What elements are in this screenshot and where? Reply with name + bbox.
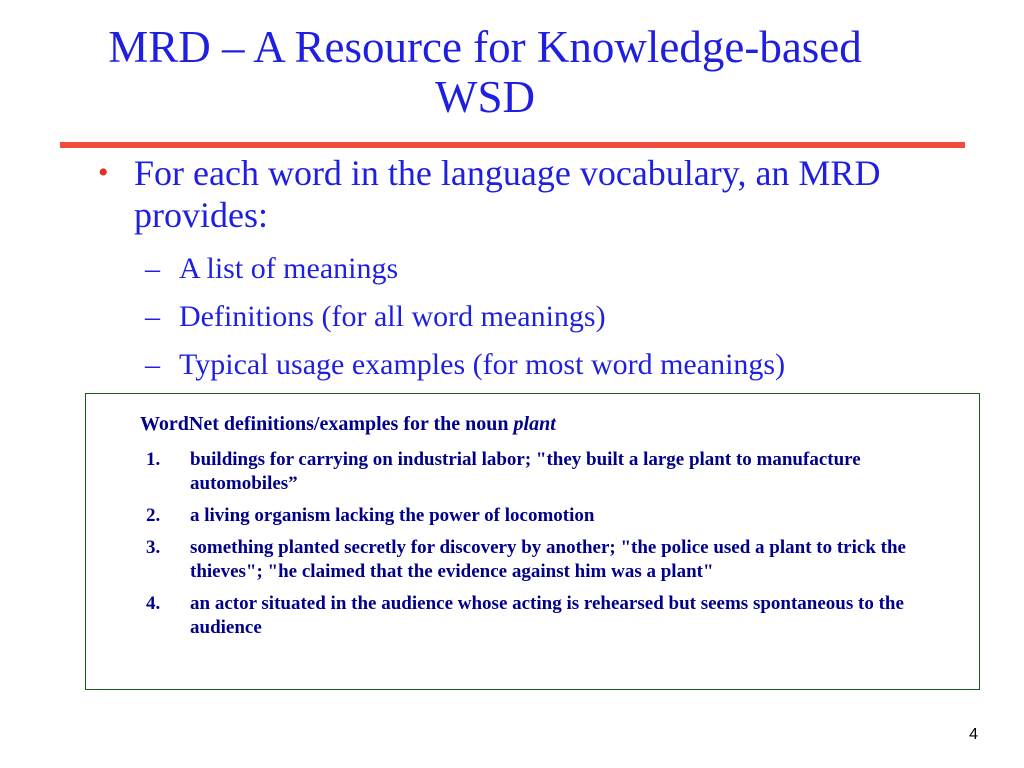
sub-bullet-marker: –: [145, 252, 160, 285]
sub-bullet-text: Definitions (for all word meanings): [179, 300, 606, 333]
definition-number: 4.: [146, 593, 161, 614]
title-line-2: WSD: [435, 72, 535, 122]
definition-number: 1.: [146, 449, 161, 470]
bullet-text: For each word in the language vocabulary, an MRD provides:: [134, 153, 881, 235]
sub-bullet-text: Typical usage examples (for most word meanings): [179, 348, 786, 381]
definition-number: 2.: [146, 505, 161, 526]
wordnet-definitions-box: [85, 393, 980, 690]
definition-item: [146, 448, 966, 496]
title-underline: [60, 142, 965, 148]
sub-bullet-marker: –: [145, 300, 160, 333]
sub-bullet-item: [143, 252, 983, 286]
bullet-marker: •: [98, 156, 109, 189]
definitions-list: [146, 448, 966, 648]
definition-item: [146, 592, 966, 640]
title-line-1: MRD – A Resource for Knowledge-based: [108, 22, 862, 72]
definition-item: [146, 504, 966, 528]
sub-bullet-item: [143, 348, 983, 382]
sub-bullet-item: [143, 300, 983, 334]
box-title: [140, 412, 556, 436]
definition-text: buildings for carrying on industrial labor; "they built a large plant to manufacture automobiles”: [190, 449, 861, 494]
sub-bullet-text: A list of meanings: [179, 252, 399, 285]
main-bullet: [92, 152, 952, 236]
definition-text: a living organism lacking the power of locomotion: [190, 505, 595, 526]
definition-text: an actor situated in the audience whose acting is rehearsed but seems spontaneous to the audience: [190, 593, 904, 638]
box-title-prefix: WordNet definitions/examples for the noun: [140, 413, 509, 435]
box-title-word: plant: [513, 413, 556, 435]
sub-bullet-list: [143, 252, 983, 396]
slide-title: [0, 22, 970, 122]
definition-item: [146, 536, 966, 584]
sub-bullet-marker: –: [145, 348, 160, 381]
page-number: 4: [969, 726, 978, 743]
definition-text: something planted secretly for discovery by another; "the police used a plant to trick the thieves"; "he claimed that the evidence against him was a plant": [190, 537, 906, 582]
definition-number: 3.: [146, 537, 161, 558]
